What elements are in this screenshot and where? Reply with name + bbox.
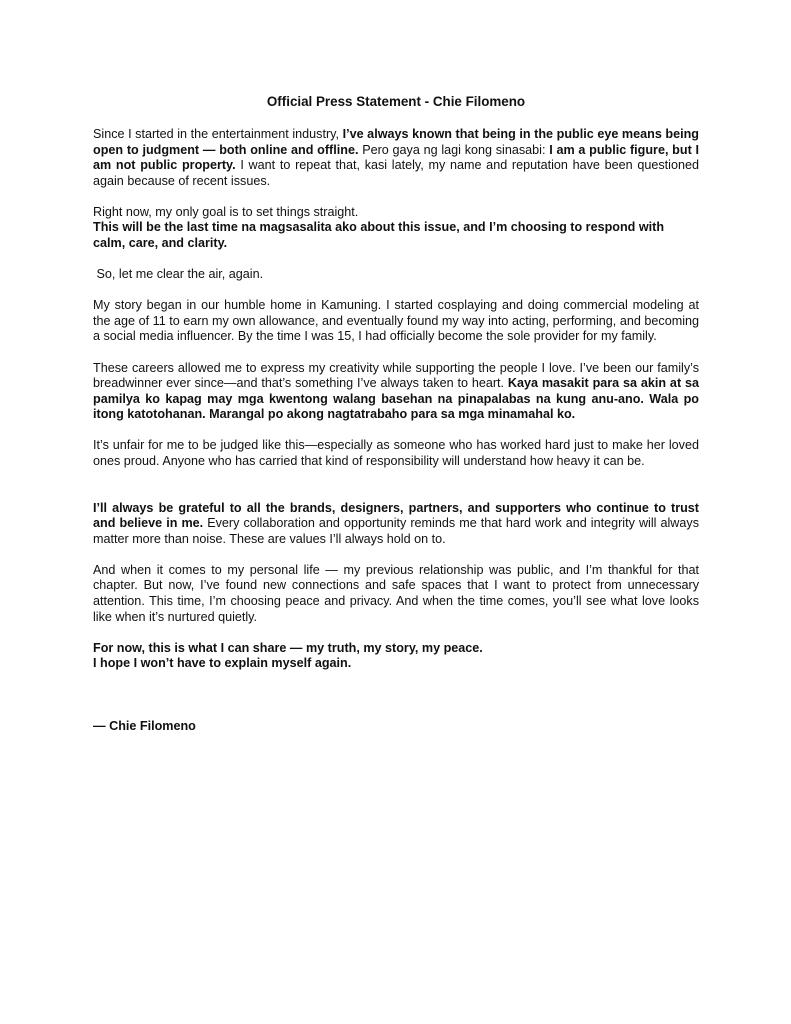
- paragraph-intro: [93, 127, 699, 189]
- closing-bold-hope: I hope I won’t have to explain myself again.: [93, 656, 352, 671]
- intro-bold-public-eye: I’ve always known that being in the public eye means being open to judgment — both online and offline.: [93, 127, 699, 157]
- careers-bold-tagalog: Kaya masakit para sa akin at sa pamilya ko kapag may mga kwentong walang basehan na pinapalabas na kung anu-ano. Wala po itong katotohanan. Marangal po akong nagtatrabaho para sa mga minamahal ko.: [93, 376, 699, 422]
- goal-text: Right now, my only goal is to set things straight.: [93, 204, 359, 219]
- paragraph-unfair: It’s unfair for me to be judged like this—especially as someone who has worked hard just to make her loved ones proud. Anyone who has carried that kind of responsibility will understand how heavy it can be.: [93, 438, 699, 468]
- signature: — Chie Filomeno: [93, 718, 196, 733]
- closing-bold-share: For now, this is what I can share — my truth, my story, my peace.: [93, 640, 483, 655]
- paragraph-goal: [93, 205, 699, 252]
- document-title: Official Press Statement - Chie Filomeno: [266, 94, 526, 109]
- goal-bold-last-time: This will be the last time na magsasalita ako about this issue, and I’m choosing to respond with calm, care, and clarity.: [93, 220, 665, 251]
- press-statement-document: [93, 94, 699, 750]
- paragraph-clear-air: So, let me clear the air, again.: [93, 267, 264, 282]
- intro-bold-public-figure: I am a public figure, but I am not public property.: [93, 142, 700, 173]
- grateful-bold: I’ll always be grateful to all the brands, designers, partners, and supporters who continue to trust and believe in me.: [93, 500, 699, 531]
- paragraph-grateful: [93, 501, 699, 548]
- intro-text-tagalog: Pero gaya ng lagi kong sinasabi:: [358, 142, 550, 157]
- intro-text: Since I started in the entertainment industry,: [93, 127, 343, 141]
- careers-text: These careers allowed me to express my creativity while supporting the people I love. I’ve been our family’s breadwinner ever since—and that’s something I’ve always taken to heart.: [93, 360, 699, 391]
- paragraph-careers: [93, 361, 699, 423]
- paragraph-personal-life: And when it comes to my personal life — my previous relationship was public, and I’m thankful for that chapter. But now, I’ve found new connections and safe spaces that I want to protect from unnecessary attention. This time, I’m choosing peace and privacy. And when the time comes, you’ll see what love looks like when it’s nurtured quietly.: [93, 562, 699, 624]
- intro-text-repeat: I want to repeat that, kasi lately, my name and reputation have been questioned again because of recent issues.: [93, 158, 699, 188]
- paragraph-closing: [93, 641, 699, 672]
- grateful-text: Every collaboration and opportunity reminds me that hard work and integrity will always matter more than noise. These are values I’ll always hold on to.: [93, 516, 699, 546]
- paragraph-story: My story began in our humble home in Kamuning. I started cosplaying and doing commercial modeling at the age of 11 to earn my own allowance, and eventually found my way into acting, performing, and becoming a social media influencer. By the time I was 15, I had officially become the sole provider for my family.: [93, 298, 699, 344]
